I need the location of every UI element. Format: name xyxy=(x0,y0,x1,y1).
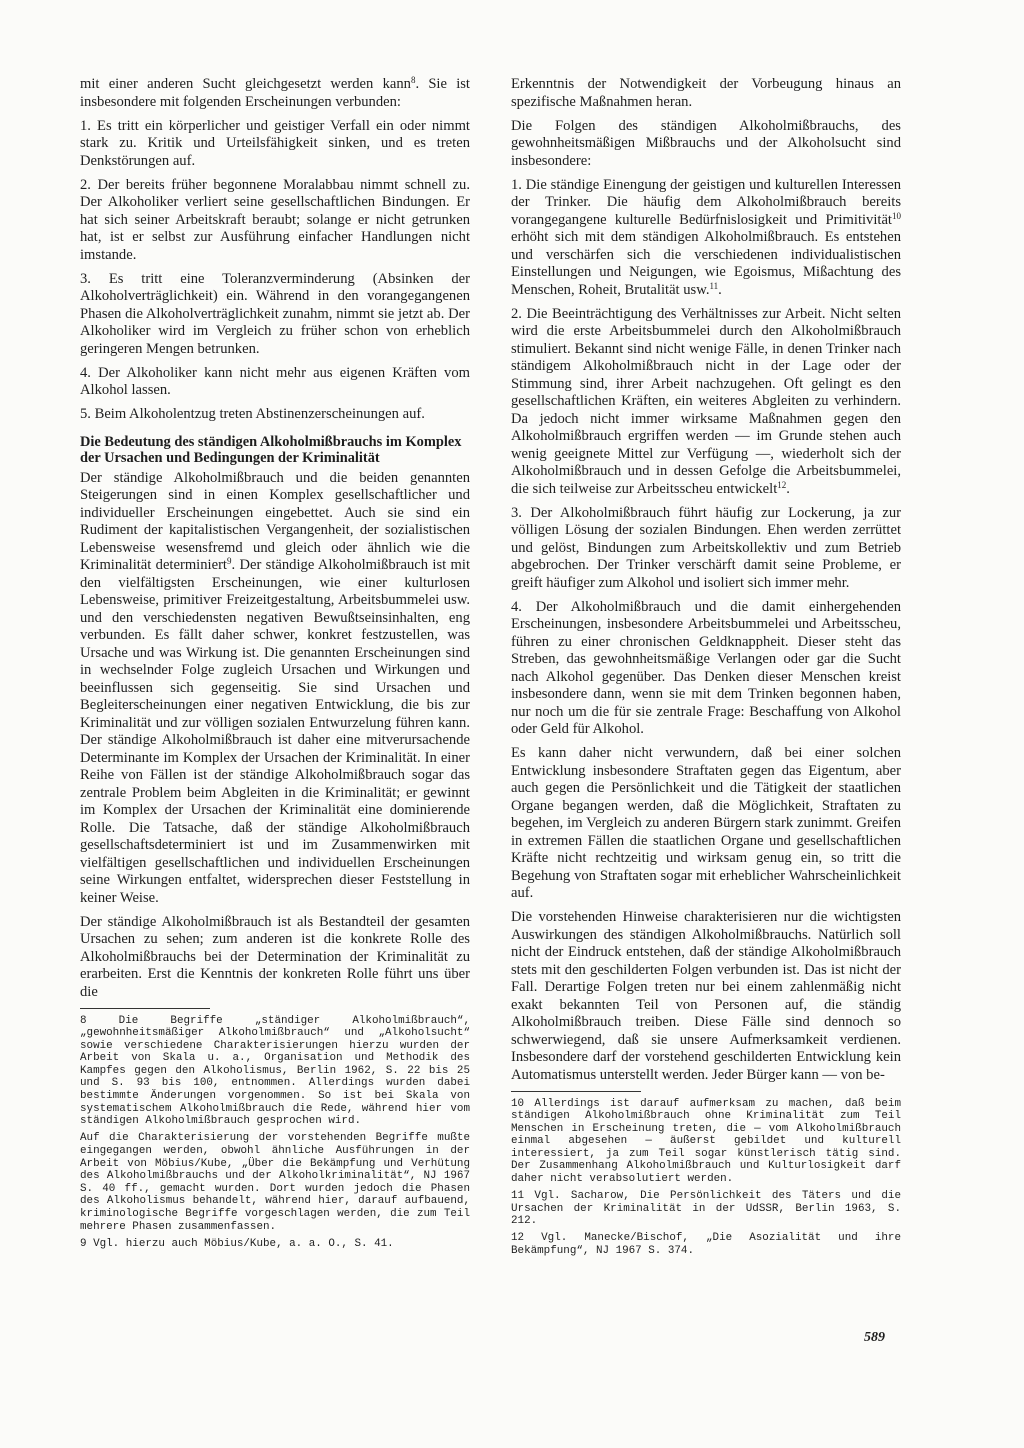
paragraph: Die vorstehenden Hinweise charakterisieren nur die wichtigsten Auswirkungen des ständigen Alkoholmißbrauchs. Natürlich soll nicht der Eindruck entstehen, daß der ständige Alkoholmißbrauch stets mit den geschilderten Folgen verbunden ist. Das ist nicht der Fall. Derartige Folgen treten nur bei einem zahlenmäßig nicht exakt bekannten Teil von Personen auf, die ständig Alkoholmißbrauch treiben. Diese Fälle sind dennoch so schwerwiegend, daß sie unsere Aufmerksamkeit verdienen. Insbesondere darf der vorstehend geschilderten Entwicklung kein Automatismus unterstellt werden. Jeder Bürger kann — von be- xyxy=(511,909,901,1083)
list-item: 5. Beim Alkoholentzug treten Abstinenzerscheinungen auf. xyxy=(80,406,425,422)
paragraph: Erkenntnis der Notwendigkeit der Vorbeugung hinaus an spezifische Maßnahmen heran. xyxy=(511,76,901,110)
footnote-ref: 11 xyxy=(709,280,719,291)
paragraph: Es kann daher nicht verwundern, daß bei einer solchen Entwicklung insbesondere Straftaten gegen das Eigentum, aber auch gegen die Persönlichkeit und die Tätigkeit der staatlichen Organe begangen werden, daß die Möglichkeit, Straftaten zu begehen, im Vergleich zu anderen Bürgern stark zunimmt. Greifen in extremen Fällen die staatlichen Organe und gesellschaftlichen Kräfte nicht rechtzeitig und wirksam genug ein, so tritt die Begehung von Straftaten sogar mit erheblicher Wahrscheinlichkeit auf. xyxy=(511,745,901,901)
footnote: 12 Vgl. Manecke/Bischof, „Die Asozialität und ihre Bekämpfung“, NJ 1967 S. 374. xyxy=(511,1232,901,1258)
list-item: 3. Der Alkoholmißbrauch führt häufig zur Lockerung, ja zur völligen Lösung der sozialen Bindungen. Ehen werden zerrüttet und gelöst, Bindungen zum Arbeitskollektiv und zum Betrieb abgebrochen. Der Trinker verschärft damit seine Probleme, er greift häufiger zum Alkohol und isoliert sich immer mehr. xyxy=(511,504,901,591)
footnote: 9 Vgl. hierzu auch Möbius/Kube, a. a. O., S. 41. xyxy=(80,1237,394,1250)
paragraph: Der ständige Alkoholmißbrauch ist als Bestandteil der gesamten Ursachen zu sehen; zum anderen ist die konkrete Rolle des Alkoholmißbrauchs bei der Determination der Kriminalität zu erarbeiten. Erst die Kenntnis der konkreten Rolle führt uns über die xyxy=(80,913,470,1000)
footnote: 11 Vgl. Sacharow, Die Persönlichkeit des Täters und die Ursachen der Kriminalität in der UdSSR, Berlin 1963, S. 212. xyxy=(511,1190,901,1228)
footnotes xyxy=(80,1015,470,1251)
paragraph: mit einer anderen Sucht gleichgesetzt werden kann$^8$. Sie ist insbesondere mit folgenden Erscheinungen verbunden: xyxy=(80,75,470,110)
footnote-divider xyxy=(511,1091,641,1092)
list-item: 1. Die ständige Einengung der geistigen und kulturellen Interessen der Trinker. Die häufig dem Alkoholmißbrauch bereits vorangegangene kulturelle Bedürfnislosigkeit und Primitivität$^{10}$ erhöht sich mit dem ständigen Alkoholmißbrauch. Es entstehen und verschärfen sich die verschiedenen individualistischen Einstellungen und Neigungen, wie Egoismus, Mißachtung des Menschen, Roheit, Brutalität usw.$^{11}$. xyxy=(511,176,901,298)
footnote: 8 Die Begriffe „ständiger Alkoholmißbrauch“, „gewohnheitsmäßiger Alkoholmißbrauch“ und „Alkoholsucht“ sowie verschiedene Charakterisierungen hierzu wurden der Arbeit von Skala u. a., Organisation und Methodik des Kampfes gegen den Alkoholismus, Berlin 1962, S. 22 bis 25 und S. 93 bis 100, entnommen. Allerdings wurden dabei bestimmte Änderungen vorgenommen. So ist bei Skala von systematischem Alkoholmißbrauch die Rede, während hier vom ständigen Alkoholmißbrauch gesprochen wird. xyxy=(80,1014,470,1128)
left-column xyxy=(80,76,470,1255)
list-item: 1. Es tritt ein körperlicher und geistiger Verfall ein oder nimmt stark zu. Kritik und Urteilsfähigkeit sinken, und es treten Denkstörungen auf. xyxy=(80,117,470,169)
list-item: 2. Die Beeinträchtigung des Verhältnisses zur Arbeit. Nicht selten wird die erste Arbeitsbummelei durch den Alkoholmißbrauch stimuliert. Bekannt sind nicht wenige Fälle, in denen Trinker nach ständigem Alkoholmißbrauch nicht in der Lage oder der Stimmung sind, ihrer Arbeit nachzugehen. Oft gelingt es den gesellschaftlichen Kräften, ein weiteres Abgleiten zu verhindern. Da jedoch nicht immer wirksame Maßnahmen gegen den Alkoholmißbrauch ergriffen werden — im Grunde stehen auch wenig geeignete Mittel zur Verfügung —, wiederholt sich der Alkoholmißbrauch und in dessen Gefolge die Arbeitsbummelei, die sich teilweise zur Arbeitsscheu entwickelt$^{12}$. xyxy=(511,305,901,497)
paragraph: Der ständige Alkoholmißbrauch und die beiden genannten Steigerungen sind in einen Komplex gesellschaftlicher und individueller Erscheinungen eingebettet. Auch sie sind ein Rudiment der kapitalistischen Vergangenheit, der sozialistischen Lebensweise wesensfremd und gleich oder ähnlich wie die Kriminalität determiniert$^9$. Der ständige Alkoholmißbrauch ist mit den vielfältigsten Erscheinungen, wie einer kulturlosen Lebensweise, primitiver Freizeitgestaltung, Arbeitsbummelei usw. und den verschiedensten negativen Bewußtseinsinhalten, eng verbunden. Es fällt daher schwer, konkret festzustellen, was Ursache und was Wirkung ist. Die genannten Erscheinungen sind in wechselnder Folge zugleich Ursachen und Wirkungen und beeinflussen sich gegenseitig. Sie sind Ursachen und Begleiterscheinungen einer negativen Entwicklung, die bis zur Kriminalität und zur völligen sozialen Entwurzelung führen kann. Der ständige Alkoholmißbrauch ist daher eine mitverursachende Determinante im Komplex der Ursachen der Kriminalität. In einer Reihe von Fällen ist der ständige Alkoholmißbrauch sogar das zentrale Problem beim Abgleiten in die Kriminalität; er gewinnt im Komplex der Ursachen der Kriminalität eine dominierende Rolle. Die Tatsache, daß der ständige Alkoholmißbrauch gesellschaftsdeterminiert ist und im Zusammenwirken mit vielfältigen gesellschaftlichen und individuellen Erscheinungen seine Wirkungen entfaltet, widersprechen dieser Feststellung in keiner Weise. xyxy=(80,469,470,906)
footnote-ref: 9 xyxy=(226,556,232,566)
list-item: 4. Der Alkoholmißbrauch und die damit einhergehenden Erscheinungen, insbesondere Arbeitsbummelei und Arbeitsscheu, führen zu einer chronischen Geldknappheit. Dieser steht das Streben, das gewohnheitsmäßige Verlangen oder gar die Sucht nach Alkohol gegenüber. Das Denken dieser Menschen kreist insbesondere dann, wenn sie mit dem Trinken begonnen haben, nur noch um die für sie zentrale Frage: Beschaffung von Alkohol oder Geld für Alkohol. xyxy=(511,598,901,737)
list-item: 2. Der bereits früher begonnene Moralabbau nimmt schnell zu. Der Alkoholiker verliert seine gesellschaftlichen Bindungen. Er hat sich seiner Arbeitskraft beraubt; solange er nicht getrunken hat, ist er selbst zur Ausführung einfacher Handlungen nicht imstande. xyxy=(80,176,470,263)
section-heading: Die Bedeutung des ständigen Alkoholmißbrauchs im Komplex der Ursachen und Bedingungen der Kriminalität xyxy=(80,433,462,466)
footnotes xyxy=(511,1098,901,1258)
page-number: 589 xyxy=(864,1330,885,1345)
list-item: 4. Der Alkoholiker kann nicht mehr aus eigenen Kräften vom Alkohol lassen. xyxy=(80,364,470,398)
footnote-divider xyxy=(80,1008,210,1009)
footnote-ref: 8 xyxy=(410,75,416,85)
paragraph: Die Folgen des ständigen Alkoholmißbrauchs, des gewohnheitsmäßigen Mißbrauchs und der Alkoholsucht sind insbesondere: xyxy=(511,117,901,169)
list-item: 3. Es tritt eine Toleranzverminderung (Absinken der Alkoholverträglichkeit) ein. Während in den vorangegangenen Phasen die Alkoholverträglichkeit zunahm, nimmt sie jetzt ab. Der Alkoholiker wird im Vergleich zu früher schon von erheblich geringeren Mengen betrunken. xyxy=(80,270,470,357)
right-column xyxy=(511,76,901,1262)
footnote-ref: 12 xyxy=(777,479,787,490)
footnote: Auf die Charakterisierung der vorstehenden Begriffe mußte eingegangen werden, obwohl ähnliche Ausführungen in der Arbeit von Möbius/Kube, „Über die Bekämpfung und Verhütung des Alkoholmißbrauchs und der Alkoholkriminalität“, NJ 1967 S. 40 ff., gemacht wurden. Dort wurden jedoch die Phasen des Alkoholismus behandelt, während hier, darauf aufbauend, kriminologische Begriffe vorgeschlagen werden, die zum Teil mehrere Phasen zusammenfassen. xyxy=(80,1132,470,1233)
footnote: 10 Allerdings ist darauf aufmerksam zu machen, daß beim ständigen Alkoholmißbrauch ohne Kriminalität zum Teil Menschen in Erscheinung treten, die — vom Alkoholmißbrauch einmal abgesehen — äußerst gebildet und kulturell interessiert, ja zum Teil sogar künstlerisch tätig sind. Der Zusammenhang Alkoholmißbrauch und Kulturlosigkeit darf daher nicht verabsolutiert werden. xyxy=(511,1097,901,1186)
footnote-ref: 10 xyxy=(892,210,901,221)
